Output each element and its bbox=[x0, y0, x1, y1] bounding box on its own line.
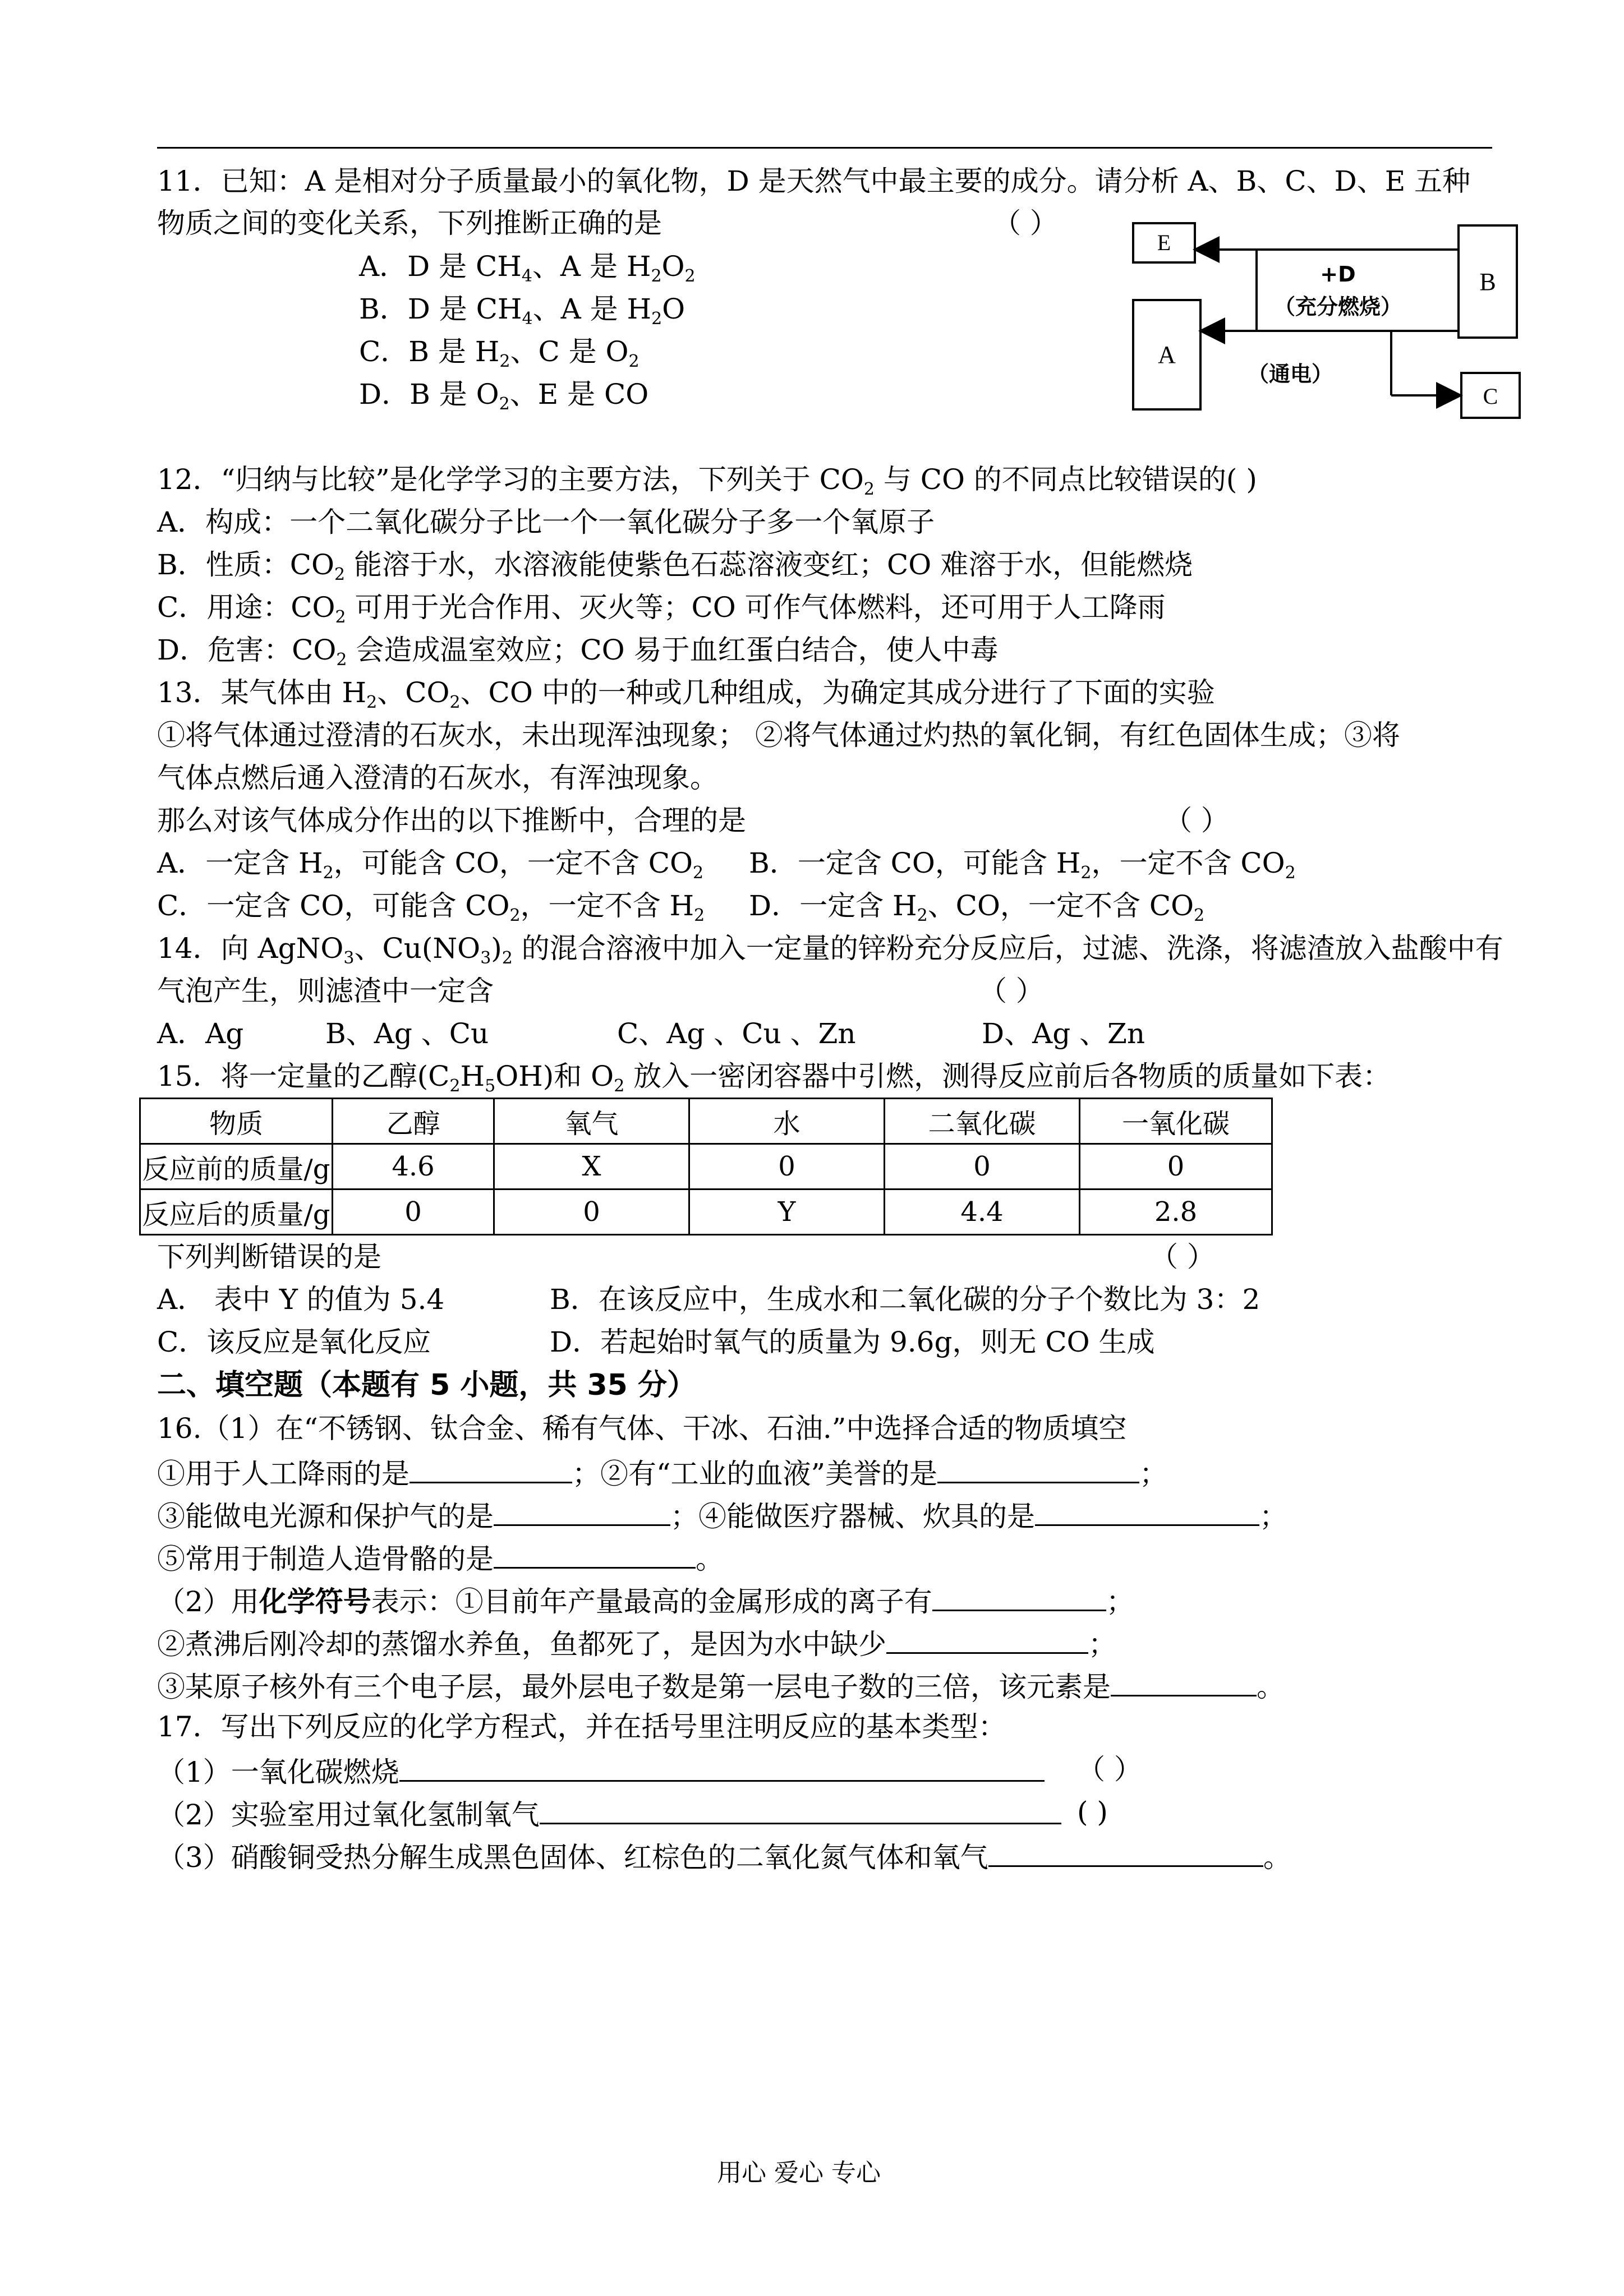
page-footer: 用心 爱心 专心 bbox=[717, 2159, 881, 2187]
q12-option-b: B．性质：$CO_2$ 能溶于水，水溶液能使紫色石蕊溶液变红；CO 难溶于水，但能燃烧 bbox=[157, 548, 1193, 584]
q17-reaction-1: （1）一氧化碳燃烧 bbox=[157, 1755, 1045, 1786]
table-header-cell: 一氧化碳 bbox=[1080, 1099, 1272, 1144]
q12-option-d: D．危害：$CO_2$ 会造成温室效应；CO 易于血红蛋白结合，使人中毒 bbox=[157, 634, 999, 670]
q13-option-d: D．一定含 $H_2$、CO，一定不含 $CO_2$ bbox=[749, 889, 1205, 925]
q17-type-paren-2: ( ) bbox=[1077, 1796, 1108, 1828]
q12-stem: 12．“归纳与比较”是化学学习的主要方法，下列关于 $CO_2$ 与 CO 的不同点比较错误的( ) bbox=[157, 463, 1257, 499]
table-cell: 4.4 bbox=[885, 1190, 1080, 1235]
plus-d-label: +D bbox=[1320, 262, 1356, 287]
box-a-label: A bbox=[1158, 341, 1176, 368]
q13-option-a: A．一定含 $H_2$，可能含 CO，一定不含 $CO_2$ bbox=[157, 847, 704, 883]
burn-label: （充分燃烧） bbox=[1273, 294, 1402, 319]
q12-option-a: A．构成：一个二氧化碳分子比一个一氧化碳分子多一个氧原子 bbox=[157, 506, 935, 538]
q15-option-a: A． 表中 Y 的值为 5.4 bbox=[157, 1283, 445, 1316]
q17-type-paren-1: （ ） bbox=[1077, 1753, 1142, 1786]
table-header-cell: 氧气 bbox=[494, 1099, 689, 1144]
q13-stem: 13．某气体由 $H_2$、$CO_2$、CO 中的一种或几种组成，为确定其成分进行了下面的实验 bbox=[157, 676, 1215, 712]
q16-part2-line3: ③某原子核外有三个电子层，最外层电子数是第一层电子数的三倍，该元素是 。 bbox=[157, 1671, 1285, 1703]
q14-line2: 气泡产生，则滤渣中一定含 bbox=[157, 975, 494, 1007]
q15-option-c: C．该反应是氧化反应 bbox=[157, 1326, 431, 1358]
q14-option-b: B、Ag 、Cu bbox=[325, 1017, 489, 1050]
q11-option-c: C．B 是 $H_2$、C 是 $O_2$ bbox=[359, 335, 640, 371]
answer-blank[interactable] bbox=[1111, 1670, 1257, 1696]
q11-option-b: B．D 是 $CH_4$、A 是 $H_2O$ bbox=[359, 293, 686, 329]
q13-line3: 气体点燃后通入澄清的石灰水，有浑浊现象。 bbox=[157, 762, 718, 794]
table-cell: 0 bbox=[689, 1144, 885, 1190]
q12-option-c: C．用途：$CO_2$ 可用于光合作用、灭火等；CO 可作气体燃料，还可用于人工降雨 bbox=[157, 591, 1166, 627]
box-b-label: B bbox=[1479, 268, 1496, 296]
q15-answer-paren: （ ） bbox=[1150, 1241, 1215, 1273]
q14-stem: 14．向 AgNO$_3$、$Cu(NO_3)_2$ 的混合溶液中加入一定量的锌粉充分反应后，过滤、洗涤，将滤渣放入盐酸中有 bbox=[157, 932, 1503, 968]
q13-option-c: C．一定含 CO，可能含 $CO_2$，一定不含 $H_2$ bbox=[157, 889, 705, 925]
q13-line2: ①将气体通过澄清的石灰水，未出现浑浊现象； ②将气体通过灼热的氧化铜，有红色固体生成；③将 bbox=[157, 719, 1400, 751]
box-e-label: E bbox=[1157, 230, 1171, 255]
table-cell: 0 bbox=[333, 1190, 494, 1235]
q16-line2: ③能做电光源和保护气的是 ；④能做医疗器械、炊具的是 ； bbox=[157, 1500, 1287, 1533]
q11-option-d: D．B 是 $O_2$、E 是 CO bbox=[359, 378, 649, 414]
answer-blank[interactable] bbox=[988, 1841, 1263, 1867]
table-cell: 反应前的质量/g bbox=[140, 1144, 333, 1190]
q11-reaction-diagram bbox=[1122, 213, 1526, 426]
table-cell: 0 bbox=[885, 1144, 1080, 1190]
table-cell: 0 bbox=[494, 1190, 689, 1235]
q14-answer-paren: （ ） bbox=[979, 975, 1044, 1007]
answer-blank[interactable] bbox=[410, 1457, 572, 1483]
table-header-cell: 乙醇 bbox=[333, 1099, 494, 1144]
table-row bbox=[140, 1190, 1272, 1235]
q15-mass-table bbox=[139, 1098, 1273, 1235]
q16-line3: ⑤常用于制造人造骨骼的是 。 bbox=[157, 1543, 724, 1575]
q15-option-b: B．在该反应中，生成水和二氧化碳的分子个数比为 3：2 bbox=[550, 1283, 1260, 1316]
table-cell: 4.6 bbox=[333, 1144, 494, 1190]
table-header-cell: 物质 bbox=[140, 1099, 333, 1144]
box-c-label: C bbox=[1483, 384, 1498, 409]
q15-option-d: D．若起始时氧气的质量为 9.6g，则无 CO 生成 bbox=[550, 1326, 1155, 1358]
table-cell: Y bbox=[689, 1190, 885, 1235]
q13-answer-paren: （ ） bbox=[1164, 804, 1229, 837]
answer-blank[interactable] bbox=[937, 1457, 1139, 1483]
answer-blank[interactable] bbox=[494, 1542, 696, 1569]
q16-part2: （2）用化学符号表示：①目前年产量最高的金属形成的离子有 ； bbox=[157, 1585, 1134, 1618]
header-rule bbox=[157, 147, 1492, 149]
table-header-row bbox=[140, 1099, 1272, 1144]
q17-stem: 17．写出下列反应的化学方程式，并在括号里注明反应的基本类型： bbox=[157, 1711, 1006, 1743]
table-cell: 2.8 bbox=[1080, 1190, 1272, 1235]
table-cell: 反应后的质量/g bbox=[140, 1190, 333, 1235]
answer-blank[interactable] bbox=[1035, 1500, 1259, 1526]
q11-stem-line2: 物质之间的变化关系，下列推断正确的是 bbox=[157, 207, 662, 239]
table-header-cell: 二氧化碳 bbox=[885, 1099, 1080, 1144]
q11-answer-paren: （ ） bbox=[993, 207, 1058, 239]
q17-reaction-3: （3）硝酸铜受热分解生成黑色固体、红棕色的二氧化氮气体和氧气 。 bbox=[157, 1841, 1291, 1874]
table-header-cell: 水 bbox=[689, 1099, 885, 1144]
table-cell: X bbox=[494, 1144, 689, 1190]
answer-blank[interactable] bbox=[494, 1500, 670, 1526]
q11-option-a: A．D 是 $CH_4$、A 是 $H_2O_2$ bbox=[359, 250, 696, 286]
q16-intro: 16.（1）在“不锈钢、钛合金、稀有气体、干冰、石油.”中选择合适的物质填空 bbox=[157, 1412, 1127, 1445]
q16-line1: ①用于人工降雨的是 ；②有“工业的血液”美誉的是 ； bbox=[157, 1458, 1168, 1490]
answer-blank[interactable] bbox=[932, 1585, 1106, 1611]
answer-blank[interactable] bbox=[540, 1798, 1061, 1824]
q14-option-c: C、Ag 、Cu 、Zn bbox=[617, 1017, 856, 1050]
electrolysis-label: （通电） bbox=[1247, 362, 1333, 386]
q17-reaction-2: （2）实验室用过氧化氢制氧气 bbox=[157, 1798, 1061, 1829]
q15-judge: 下列判断错误的是 bbox=[157, 1241, 381, 1273]
q16-part2-line2: ②煮沸后刚冷却的蒸馏水养鱼，鱼都死了，是因为水中缺少 ； bbox=[157, 1628, 1116, 1661]
q11-stem-line1: 11．已知：A 是相对分子质量最小的氧化物，D 是天然气中最主要的成分。请分析 A、B、C、D、E 五种 bbox=[157, 165, 1471, 197]
q13-line4: 那么对该气体成分作出的以下推断中，合理的是 bbox=[157, 804, 746, 837]
answer-blank[interactable] bbox=[886, 1628, 1088, 1654]
q15-stem: 15．将一定量的乙醇$(C_2H_5OH)$和 $O_2$ 放入一密闭容器中引燃，测得反应前后各物质的质量如下表： bbox=[157, 1060, 1391, 1096]
table-row bbox=[140, 1144, 1272, 1190]
section-title-fill-in: 二、填空题（本题有 5 小题，共 35 分） bbox=[157, 1368, 696, 1402]
q14-option-d: D、Ag 、Zn bbox=[982, 1017, 1145, 1050]
answer-blank[interactable] bbox=[399, 1755, 1045, 1782]
table-cell: 0 bbox=[1080, 1144, 1272, 1190]
q14-option-a: A．Ag bbox=[157, 1017, 244, 1050]
q13-option-b: B．一定含 CO，可能含 $H_2$，一定不含 $CO_2$ bbox=[749, 847, 1296, 883]
